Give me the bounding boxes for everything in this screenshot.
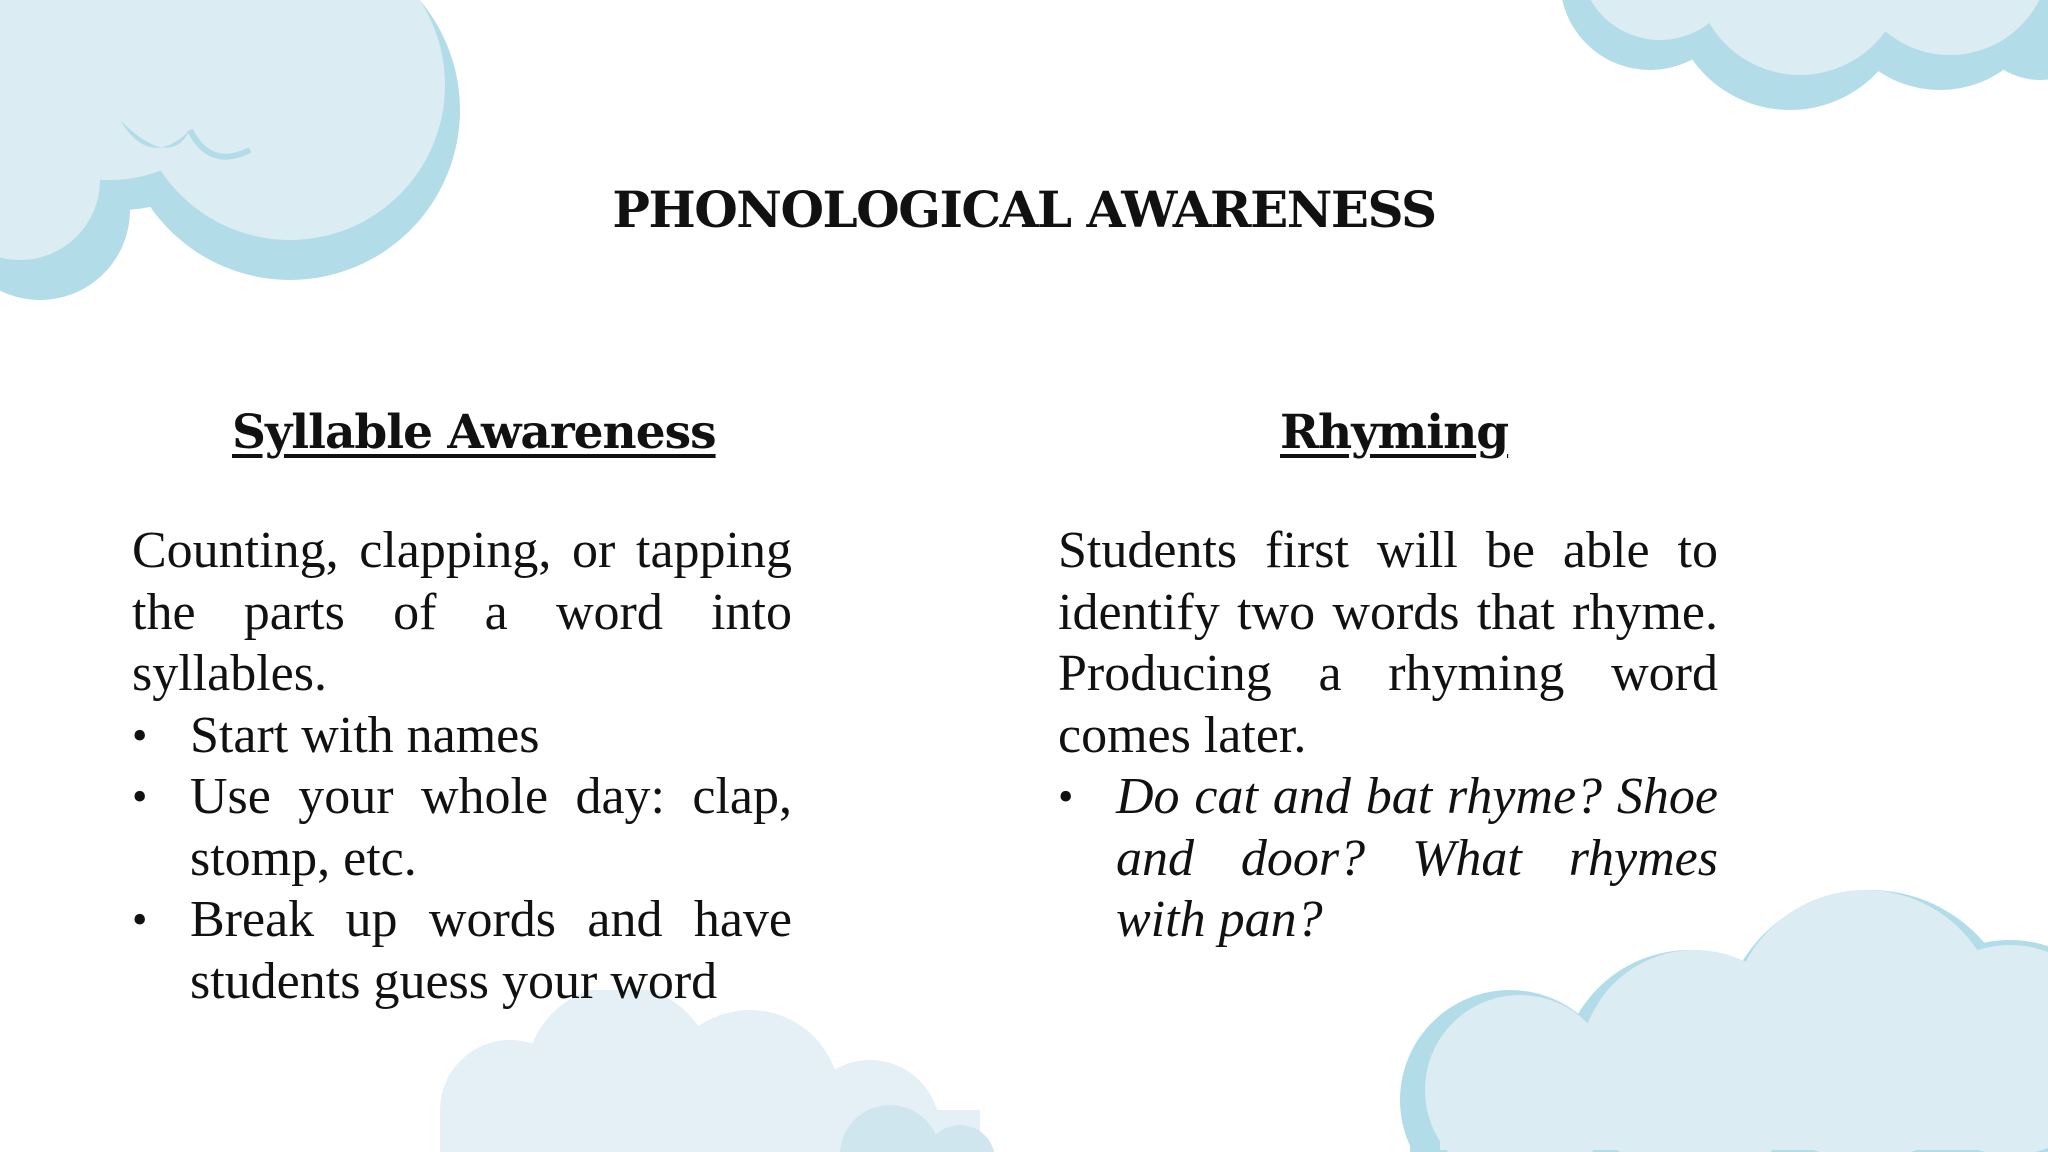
- cloud-bottom-center-icon: [420, 990, 1000, 1152]
- bullet-icon: •: [132, 772, 148, 821]
- list-item: [132, 705, 792, 767]
- list-item: [132, 766, 792, 889]
- slide-title: PHONOLOGICAL AWARENESS: [612, 180, 1436, 239]
- list-item-text: Break up words and have students guess your word: [190, 891, 792, 1010]
- list-item: [1058, 766, 1718, 951]
- left-column: [132, 398, 792, 1012]
- left-column-heading: Syllable Awareness: [232, 405, 716, 460]
- right-column-bullet-list: [1058, 766, 1718, 951]
- bullet-icon: •: [132, 895, 148, 944]
- list-item-text: Start with names: [190, 706, 540, 764]
- cloud-top-right-icon: [1540, 0, 2048, 120]
- bullet-icon: •: [132, 710, 148, 760]
- cloud-top-left-icon: [0, 0, 480, 310]
- list-item-text: Use your whole day: clap, stomp, etc.: [190, 768, 792, 887]
- right-column-paragraph: Students first will be able to identify two words that rhyme. Producing a rhyming word comes later.: [1058, 522, 1718, 764]
- left-column-paragraph: Counting, clapping, or tapping the parts of a word into syllables.: [132, 522, 792, 702]
- left-column-bullet-list: [132, 705, 792, 1013]
- list-item: [132, 889, 792, 1012]
- bullet-icon: •: [1058, 772, 1074, 821]
- list-item-text: Do cat and bat rhyme? Shoe and door? What rhymes with pan?: [1116, 768, 1718, 948]
- right-column-heading: Rhyming: [1280, 405, 1509, 460]
- right-column: [1058, 398, 1718, 951]
